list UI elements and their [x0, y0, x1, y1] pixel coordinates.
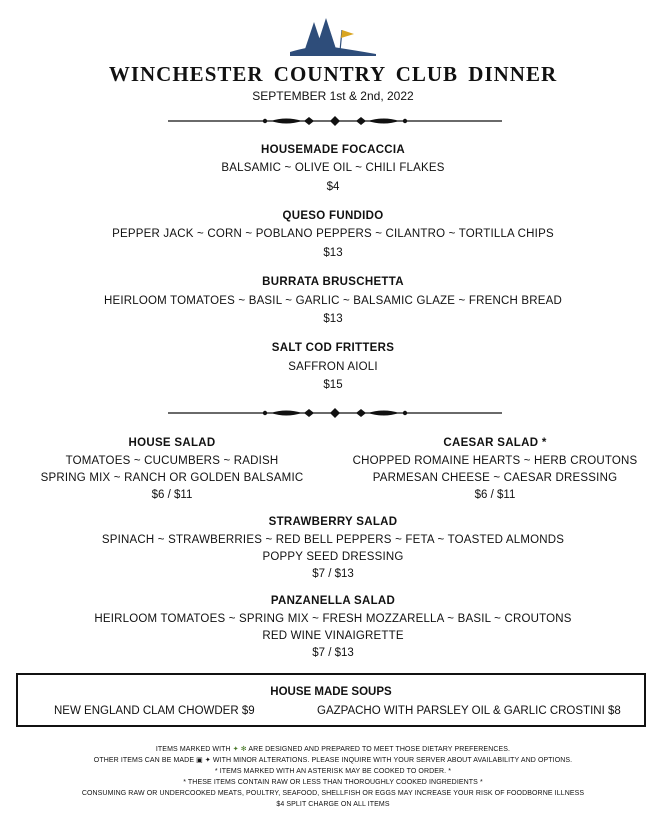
menu-item-description: PEPPER JACK ~ CORN ~ POBLANO PEPPERS ~ CILANTRO ~ TORTILLA CHIPS: [112, 228, 554, 240]
vegan-gluten-free-icon: ✦ ✻: [232, 746, 247, 753]
footnote-warning: CONSUMING RAW OR UNDERCOOKED MEATS, POULTRY, SEAFOOD, SHELLFISH OR EGGS MAY INCREASE YOUR RISK OF FOODBORNE ILLNESS: [81, 790, 585, 797]
menu-item-name: BURRATA BRUSCHETTA: [262, 276, 404, 288]
footnote-split-charge: $4 SPLIT CHARGE ON ALL ITEMS: [276, 801, 390, 808]
menu-item-description: RED WINE VINAIGRETTE: [262, 630, 404, 642]
menu-item-name: PANZANELLA SALAD: [270, 595, 396, 607]
menu-item-name: SALT COD FRITTERS: [271, 342, 395, 354]
footnote-alterations: [0, 756, 666, 766]
menu-item-price: $7 / $13: [312, 568, 354, 580]
menu-item-description: HEIRLOOM TOMATOES ~ BASIL ~ GARLIC ~ BALSAMIC GLAZE ~ FRENCH BREAD: [104, 295, 562, 307]
menu-item-name: STRAWBERRY SALAD: [268, 516, 398, 528]
ornamental-divider-icon: [168, 115, 502, 127]
menu-item-description: PARMESAN CHEESE ~ CAESAR DRESSING: [372, 472, 618, 484]
page-title: WINCHESTER COUNTRY CLUB DINNER: [108, 62, 558, 86]
menu-item-name: CAESAR SALAD *: [443, 437, 547, 449]
menu-item-price: $6 / $11: [474, 489, 516, 501]
menu-item-price: $4: [326, 181, 340, 193]
footnote-raw: * THESE ITEMS CONTAIN RAW OR LESS THAN THOROUGHLY COOKED INGREDIENTS *: [183, 779, 483, 786]
menu-item-price: $7 / $13: [312, 647, 354, 659]
menu-item-price: $13: [323, 247, 343, 259]
menu-item-price: $6 / $11: [151, 489, 193, 501]
menu-item-price: $13: [323, 313, 343, 325]
footnote-text: WITH MINOR ALTERATIONS. PLEASE INQUIRE WITH YOUR SERVER ABOUT AVAILABILITY AND OPTIONS.: [212, 757, 573, 764]
menu-item-description: SPINACH ~ STRAWBERRIES ~ RED BELL PEPPERS ~ FETA ~ TOASTED ALMONDS: [101, 534, 565, 546]
menu-item-description: TOMATOES ~ CUCUMBERS ~ RADISH: [65, 455, 279, 467]
footnote-asterisk: * ITEMS MARKED WITH AN ASTERISK MAY BE COOKED TO ORDER. *: [214, 768, 452, 775]
menu-item-description: SPRING MIX ~ RANCH OR GOLDEN BALSAMIC: [40, 472, 304, 484]
menu-item-name: QUESO FUNDIDO: [282, 210, 384, 222]
menu-item-description: CHOPPED ROMAINE HEARTS ~ HERB CROUTONS: [352, 455, 638, 467]
menu-item-name: HOUSE SALAD: [128, 437, 216, 449]
vegetarian-vegan-icon: ▣ ✦: [196, 757, 211, 764]
menu-item-description: POPPY SEED DRESSING: [262, 551, 404, 563]
club-logo-icon: [288, 18, 378, 56]
menu-item-description: HEIRLOOM TOMATOES ~ SPRING MIX ~ FRESH MOZZARELLA ~ BASIL ~ CROUTONS: [94, 613, 572, 625]
soup-item: GAZPACHO WITH PARSLEY OIL & GARLIC CROSTINI $8: [317, 705, 621, 717]
soup-item: NEW ENGLAND CLAM CHOWDER $9: [54, 705, 255, 717]
menu-date: SEPTEMBER 1st & 2nd, 2022: [252, 89, 414, 103]
footnote-dietary: [0, 745, 666, 755]
soups-section: [16, 673, 646, 727]
menu-item-description: SAFFRON AIOLI: [288, 361, 378, 373]
footnote-text: ITEMS MARKED WITH: [155, 746, 231, 753]
soups-title: HOUSE MADE SOUPS: [270, 686, 392, 698]
ornamental-divider-icon: [168, 407, 502, 419]
menu-item-name: HOUSEMADE FOCACCIA: [260, 144, 406, 156]
footnote-text: OTHER ITEMS CAN BE MADE: [93, 757, 195, 764]
menu-item-description: BALSAMIC ~ OLIVE OIL ~ CHILI FLAKES: [221, 162, 445, 174]
menu-item-price: $15: [323, 379, 343, 391]
footnote-text: ARE DESIGNED AND PREPARED TO MEET THOSE DIETARY PREFERENCES.: [248, 746, 511, 753]
